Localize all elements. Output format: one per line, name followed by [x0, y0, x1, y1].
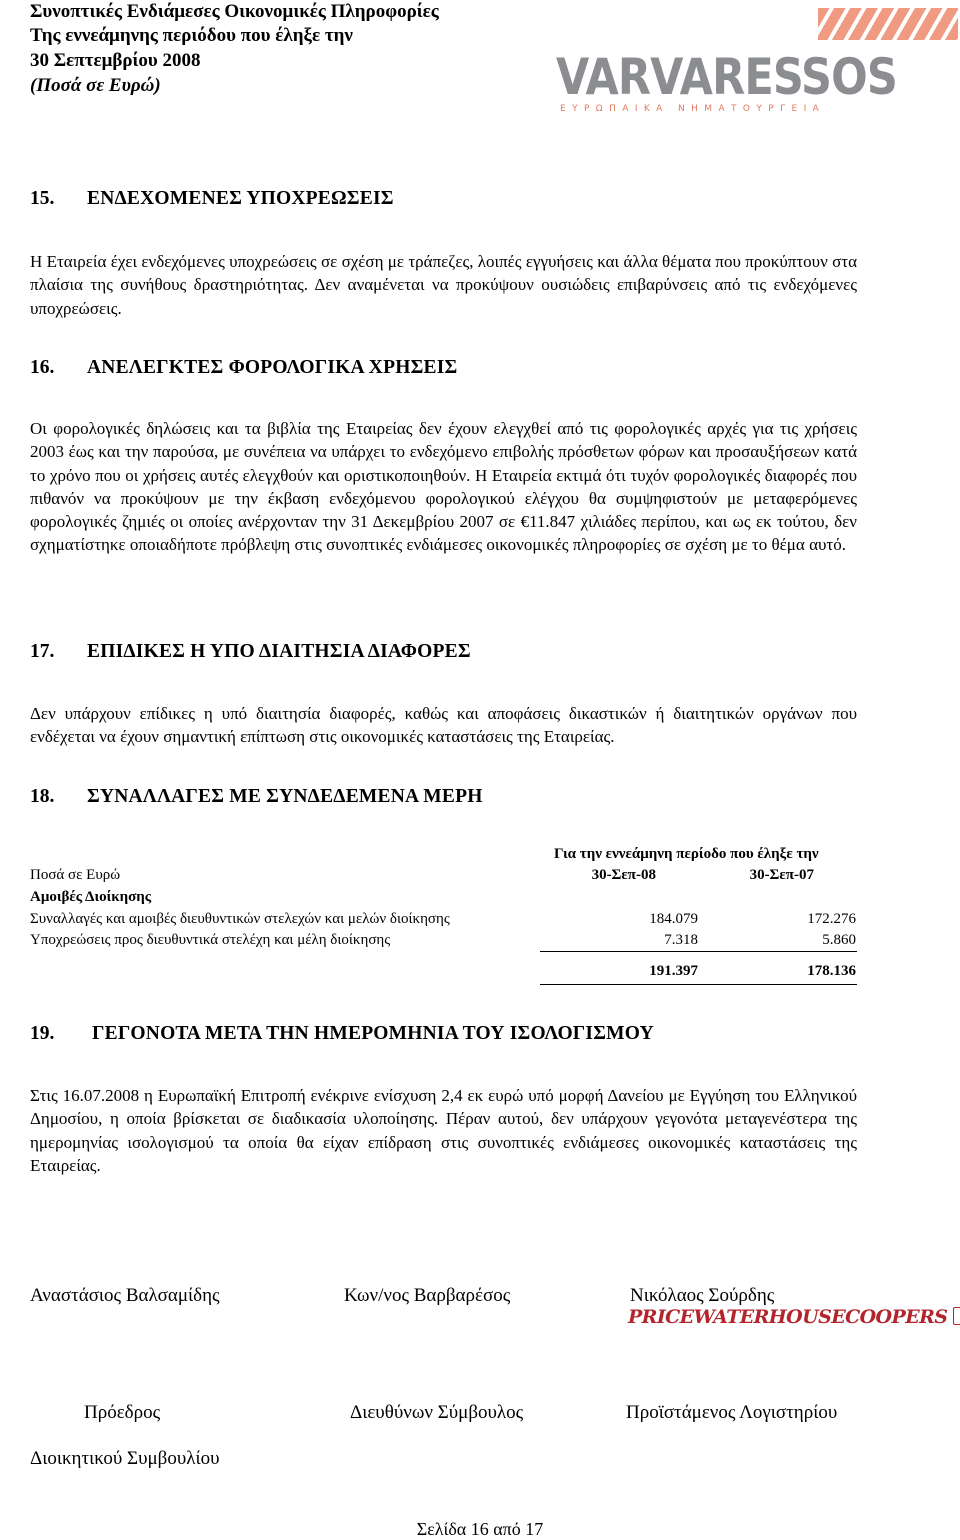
section-15-body: Η Εταιρεία έχει ενδεχόμενες υποχρεώσεις σε σχέση με τράπεζες, λοιπές εγγυήσεις και άλλα θέματα που προκύπτουν στα πλαίσια της συνήθους δραστηριότητας. Δεν αναμένεται να προκύψουν ουσιώδεις επιβαρύνσεις από τις ενδεχόμενες υποχρεώσεις.	[30, 252, 857, 318]
period-date: 30 Σεπτεμβρίου 2008	[30, 50, 201, 71]
currency-note: (Ποσά σε Ευρώ)	[30, 75, 161, 96]
period-header: Για την εννεάμηνη περίοδο που έληξε την	[554, 846, 819, 862]
section-number: 16.	[30, 357, 55, 378]
registered-mark-icon	[953, 1307, 960, 1325]
role-chairman-line2: Διοικητικού Συμβουλίου	[30, 1448, 220, 1469]
role-accountant: Προϊστάμενος Λογιστηρίου	[626, 1402, 838, 1423]
role-chairman: Πρόεδρος	[84, 1402, 161, 1423]
signatory-name-chairman: Αναστάσιος Βαλσαμίδης	[30, 1285, 220, 1306]
logo-stripes	[818, 8, 958, 40]
section-15-heading	[30, 187, 394, 211]
auditor-logo	[628, 1305, 960, 1329]
section-number: 18.	[30, 786, 55, 807]
section-title: ΕΠΙΔΙΚΕΣ Η ΥΠΟ ΔΙΑΙΤΗΣΙΑ ΔΙΑΦΟΡΕΣ	[87, 641, 471, 662]
section-19-heading	[30, 1022, 654, 1046]
role-ceo: Διευθύνων Σύμβουλος	[350, 1402, 524, 1423]
subtotal-rule	[540, 951, 857, 952]
total-rule	[540, 984, 857, 985]
signatory-name-ceo: Κων/νος Βαρβαρέσος	[344, 1285, 511, 1306]
total-2007: 178.136	[807, 963, 856, 979]
col-2007-header: 30-Σεπ-07	[749, 867, 814, 883]
section-title: ΓΕΓΟΝΟΤΑ ΜΕΤΑ ΤΗΝ ΗΜΕΡΟΜΗΝΙΑ ΤΟΥ ΙΣΟΛΟΓΙΣΜΟΥ	[92, 1023, 654, 1044]
group-label: Αμοιβές Διοίκησης	[30, 889, 152, 905]
signatory-name-accountant: Νικόλαος Σούρδης	[630, 1285, 775, 1306]
row-label: Συναλλαγές και αμοιβές διευθυντικών στελεχών και μελών διοίκησης	[30, 911, 450, 927]
section-number: 15.	[30, 188, 55, 209]
section-title: ΑΝΕΛΕΓΚΤΕΣ ΦΟΡΟΛΟΓΙΚΑ ΧΡΗΣΕΙΣ	[87, 357, 458, 378]
section-title: ΕΝΔΕΧΟΜΕΝΕΣ ΥΠΟΧΡΕΩΣΕΙΣ	[87, 188, 394, 209]
total-2008: 191.397	[649, 963, 698, 979]
page-number: Σελίδα 16 από 17	[416, 1519, 544, 1539]
currency-label: Ποσά σε Ευρώ	[30, 867, 121, 883]
row-value-2007: 5.860	[822, 932, 856, 948]
row-value-2008: 184.079	[649, 911, 698, 927]
auditor-logo-text: PRICEWATERHOUSECOOPERS	[628, 1306, 948, 1328]
document-title: Συνοπτικές Ενδιάμεσες Οικονομικές Πληροφορίες	[30, 1, 439, 22]
logo-tagline: ΕΥΡΩΠΑΙΚΑ ΝΗΜΑΤΟΥΡΓΕΙΑ	[560, 104, 826, 114]
logo-brand: VARVARESSOS	[556, 48, 897, 106]
section-16-body: Οι φορολογικές δηλώσεις και τα βιβλία της Εταιρείας δεν έχουν ελεγχθεί από τις φορολογικές αρχές για τις χρήσεις 2003 έως και την παρούσα, με συνέπεια να υπάρχει το ενδεχόμενο επιβολής πρόσθετων φόρων και προσαυξήσεων κατά το χρόνο που οι χρήσεις αυτές ελεγχθούν και οριστικοποιηθούν. Η Εταιρεία εκτιμά ότι τυχόν φορολογικές διαφορές που πιθανόν να προκύψουν με την έκβαση ενδεχόμενου φορολογικού ελέγχου θα συμψηφιστούν με μεταφερόμενες φορολογικές ζημιές οι οποίες ανέρχονταν την 31 Δεκεμβρίου 2007 σε €11.847 χιλιάδες περίπου, και ως εκ τούτου, δεν σχηματίστηκε οποιαδήποτε πρόβλεψη στις συνοπτικές ενδιάμεσες οικονομικές πληροφορίες σε σχέση με το θέμα αυτό.	[30, 419, 857, 555]
row-label: Υποχρεώσεις προς διευθυντικά στελέχη και μέλη διοίκησης	[30, 932, 391, 948]
section-19-body: Στις 16.07.2008 η Ευρωπαϊκή Επιτροπή ενέκρινε ενίσχυση 2,4 εκ ευρώ υπό μορφή Δανείου με Εγγύηση του Ελληνικού Δημοσίου, η οποία βρίσκεται σε διαδικασία υλοποίησης. Πέραν αυτού, δεν υπάρχουν γεγονότα μεταγενέστερα της ημερομηνίας ισολογισμού τα οποία θα είχαν επίδραση στις συνοπτικές ενδιάμεσες οικονομικές καταστάσεις της Εταιρείας.	[30, 1086, 857, 1175]
company-logo	[556, 6, 960, 116]
section-number: 17.	[30, 641, 55, 662]
section-number: 19.	[30, 1023, 55, 1044]
row-value-2007: 172.276	[807, 911, 856, 927]
section-17-heading	[30, 640, 471, 664]
section-title: ΣΥΝΑΛΛΑΓΕΣ ΜΕ ΣΥΝΔΕΔΕΜΕΝΑ ΜΕΡΗ	[87, 786, 483, 807]
col-2008-header: 30-Σεπ-08	[591, 867, 656, 883]
section-17-body: Δεν υπάρχουν επίδικες η υπό διαιτησία διαφορές, καθώς και αποφάσεις δικαστικών ή διαιτητικών οργάνων που ενδέχεται να έχουν σημαντική επίπτωση στις οικονομικές καταστάσεις της Εταιρείας.	[30, 704, 857, 747]
section-16-heading	[30, 356, 457, 380]
period-line: Της εννεάμηνης περιόδου που έληξε την	[30, 25, 353, 46]
row-value-2008: 7.318	[664, 932, 698, 948]
section-18-heading	[30, 785, 483, 809]
